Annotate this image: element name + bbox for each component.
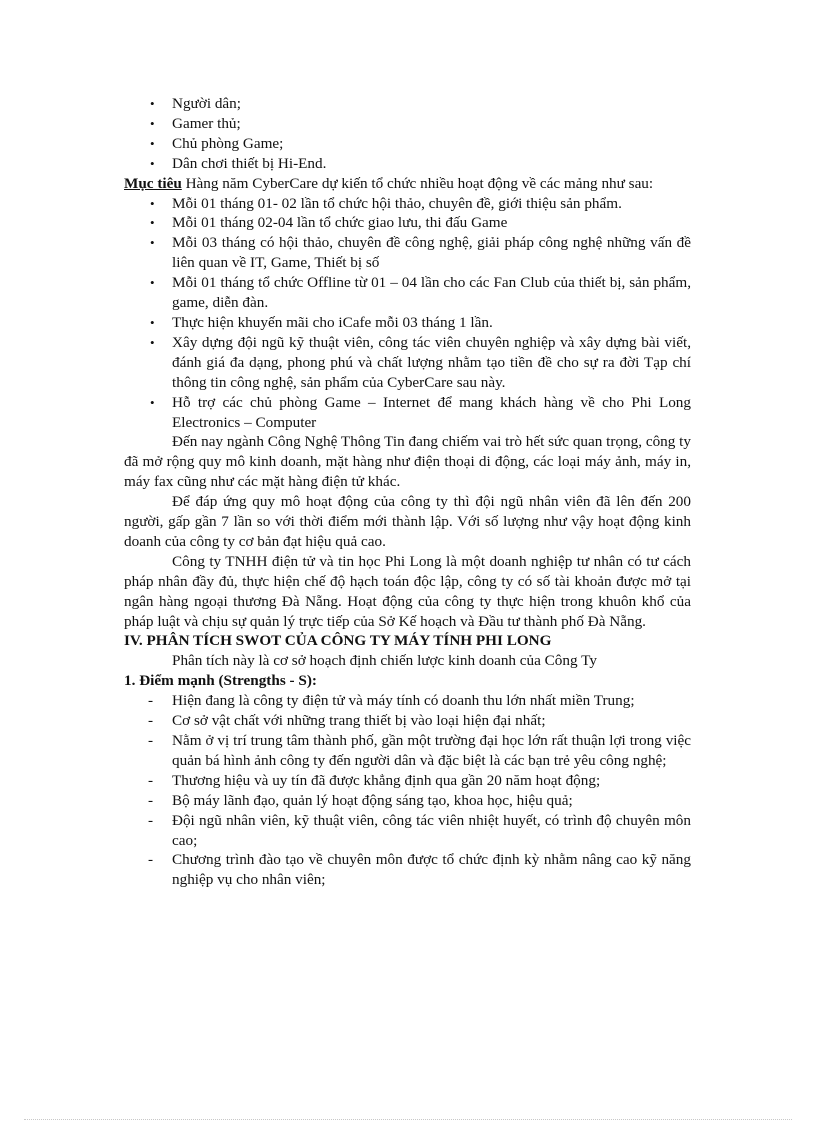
page-bottom-rule — [24, 1119, 792, 1120]
bullet-icon: • — [150, 314, 155, 330]
section-intro: Phân tích này là cơ sở hoạch định chiến lược kinh doanh của Công Ty — [172, 652, 597, 670]
goals-list — [124, 194, 691, 433]
list-item: • Mỗi 01 tháng tổ chức Offline từ 01 – 04 lần cho các Fan Club của thiết bị, sản phẩm, game, diễn đàn. — [150, 274, 691, 312]
list-item: • Thực hiện khuyến mãi cho iCafe mỗi 03 tháng 1 lần. — [150, 313, 493, 331]
list-item: - Nằm ở vị trí trung tâm thành phố, gần một trường đại học lớn rất thuận lợi trong việc quản bá hình ảnh công ty đến người dân và đặc biệt là các bạn trẻ yêu công nghệ; — [148, 732, 691, 769]
dash-icon: - — [148, 771, 154, 789]
goals-label: Mục tiêu — [124, 174, 182, 192]
dash-icon: - — [148, 791, 154, 809]
dash-icon: - — [148, 712, 154, 730]
body-paragraph: Để đáp ứng quy mô hoạt động của công ty thì đội ngũ nhân viên đã lên đến 200 người, gấp gần 7 lần so với thời điểm mới thành lập. Với số lượng như vậy hoạt động kinh doanh của công ty cơ bản đạt hiệu quả cao. — [124, 493, 691, 550]
bullet-icon: • — [150, 334, 155, 350]
dash-icon: - — [148, 732, 154, 749]
list-item: • Người dân; — [124, 94, 691, 114]
list-item: - Chương trình đào tạo về chuyên môn được tổ chức định kỳ nhằm nâng cao kỹ năng nghiệp vụ cho nhân viên; — [148, 851, 691, 889]
goals-intro — [124, 174, 691, 194]
dash-icon: - — [148, 851, 154, 869]
list-item: - Hiện đang là công ty điện tử và máy tính có doanh thu lớn nhất miền Trung; — [148, 692, 635, 710]
list-item: • Mỗi 03 tháng có hội thảo, chuyên đề công nghệ, giải pháp công nghệ những vấn đề liên quan về IT, Game, Thiết bị số — [150, 234, 691, 272]
bullet-icon: • — [150, 235, 155, 251]
goals-intro-text: Hàng năm CyberCare dự kiến tổ chức nhiều hoạt động về các mảng như sau: — [181, 174, 654, 192]
dash-icon: - — [148, 811, 154, 829]
list-item: • Xây dựng đội ngũ kỹ thuật viên, công tác viên chuyên nghiệp và xây dựng bài viết, đánh giá đa dạng, phong phú và chất lượng nhằm tạo tiền đề cho sự ra đời Tạp chí thông tin công nghệ, sản phẩm của CyberCare sau này. — [150, 333, 691, 391]
list-item: • Chủ phòng Game; — [124, 134, 691, 154]
section-heading: IV. PHÂN TÍCH SWOT CỦA CÔNG TY MÁY TÍNH PHI LONG — [124, 632, 552, 650]
bullet-icon: • — [150, 275, 155, 291]
bullet-icon: • — [150, 215, 155, 231]
list-item: • Mỗi 01 tháng 01- 02 lần tổ chức hội thảo, chuyên đề, giới thiệu sản phẩm. — [150, 194, 622, 212]
body-paragraph: Công ty TNHH điện tử và tin học Phi Long là một doanh nghiệp tư nhân có tư cách pháp nhân đầy đủ, thực hiện chế độ hạch toán độc lập, công ty có số tài khoản được mở tại ngân hàng ngoại thương Đà Nẵng. Hoạt động của công ty thực hiện trong khuôn khổ của pháp luật và chịu sự quản lý trực tiếp của Sở Kế hoạch và Đầu tư thành phố Đà Nẵng. — [124, 552, 691, 630]
list-item: - Cơ sở vật chất với những trang thiết bị vào loại hiện đại nhất; — [148, 712, 546, 730]
strengths-heading: 1. Điểm mạnh (Strengths - S): — [124, 672, 317, 690]
list-item: - Bộ máy lãnh đạo, quản lý hoạt động sáng tạo, khoa học, hiệu quả; — [148, 791, 573, 809]
list-item: - Thương hiệu và uy tín đã được khẳng định qua gần 20 năm hoạt động; — [148, 771, 601, 789]
dash-icon: - — [148, 692, 154, 710]
document-page — [124, 94, 691, 890]
bullet-icon: • — [150, 195, 155, 211]
list-item: • Dân chơi thiết bị Hi-End. — [124, 154, 691, 174]
list-item: - Đội ngũ nhân viên, kỹ thuật viên, công tác viên nhiệt huyết, có trình độ chuyên môn cao; — [148, 811, 691, 849]
strengths-list — [124, 691, 691, 890]
list-item: • Mỗi 01 tháng 02-04 lần tổ chức giao lưu, thi đấu Game — [150, 214, 508, 232]
bullet-icon: • — [150, 394, 155, 410]
list-item: • Hỗ trợ các chủ phòng Game – Internet để mang khách hàng về cho Phi Long Electronics – Computer — [150, 393, 691, 431]
audience-list — [124, 94, 691, 174]
list-item: • Gamer thủ; — [124, 114, 691, 134]
body-paragraph: Đến nay ngành Công Nghệ Thông Tin đang chiếm vai trò hết sức quan trọng, công ty đã mở rộng quy mô kinh doanh, mặt hàng như điện thoại di động, các loại máy ảnh, máy in, máy fax cũng như các mặt hàng điện tử khác. — [124, 433, 691, 491]
